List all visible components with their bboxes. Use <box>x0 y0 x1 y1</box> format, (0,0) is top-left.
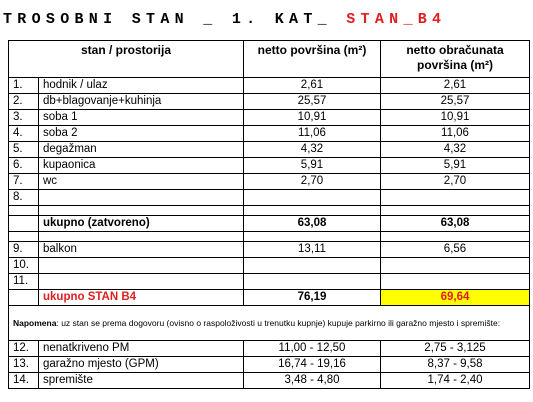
row-num: 14. <box>9 373 39 389</box>
header-room: stan / prostorija <box>9 41 244 78</box>
note-label: Napomena <box>13 317 57 328</box>
row-calc <box>381 258 530 274</box>
header-net-area: netto površina (m²) <box>244 41 381 78</box>
spacer-row <box>9 206 530 216</box>
row-num: 10. <box>9 258 39 274</box>
row-net: 5,91 <box>244 158 381 174</box>
row-calc: 6,56 <box>381 242 530 258</box>
row-net <box>244 274 381 290</box>
row-num: 5. <box>9 142 39 158</box>
spacer-row <box>9 232 530 242</box>
row-calc: 2,70 <box>381 174 530 190</box>
table-row <box>9 357 530 373</box>
row-num: 7. <box>9 174 39 190</box>
total-label: ukupno STAN B4 <box>39 290 244 306</box>
row-name: balkon <box>39 242 244 258</box>
table-row <box>9 78 530 94</box>
row-name <box>39 274 244 290</box>
table-row <box>9 190 530 206</box>
table-row <box>9 373 530 389</box>
row-name <box>39 258 244 274</box>
row-name: soba 2 <box>39 126 244 142</box>
header-row <box>9 41 530 78</box>
row-num: 2. <box>9 94 39 110</box>
row-num: 8. <box>9 190 39 206</box>
note-row <box>9 306 530 341</box>
row-calc: 2,61 <box>381 78 530 94</box>
row-name: soba 1 <box>39 110 244 126</box>
table-row <box>9 126 530 142</box>
total-row <box>9 290 530 306</box>
row-name: db+blagovanje+kuhinja <box>39 94 244 110</box>
row-calc: 10,91 <box>381 110 530 126</box>
subtotal-net: 63,08 <box>244 216 381 232</box>
row-num: 12. <box>9 341 39 357</box>
total-calc-highlight: 69,64 <box>381 290 530 306</box>
title-prefix: TROSOBNI STAN _ 1. KAT_ <box>3 11 347 28</box>
table-row <box>9 174 530 190</box>
note-text: : uz stan se prema dogovoru (ovisno o raspoloživosti u trenutku kupnje) kupuje parkirno ili garažno mjesto i spremište: <box>56 317 501 328</box>
row-calc: 25,57 <box>381 94 530 110</box>
row-net: 16,74 - 19,16 <box>244 357 381 373</box>
row-num: 6. <box>9 158 39 174</box>
row-net: 13,11 <box>244 242 381 258</box>
table-row <box>9 258 530 274</box>
row-name: degažman <box>39 142 244 158</box>
page-title <box>3 11 446 33</box>
subtotal-label: ukupno (zatvoreno) <box>39 216 244 232</box>
row-num: 11. <box>9 274 39 290</box>
subtotal-row <box>9 216 530 232</box>
row-calc: 11,06 <box>381 126 530 142</box>
row-calc: 5,91 <box>381 158 530 174</box>
table-row <box>9 274 530 290</box>
row-name <box>39 190 244 206</box>
row-name: wc <box>39 174 244 190</box>
row-net: 25,57 <box>244 94 381 110</box>
row-num: 9. <box>9 242 39 258</box>
row-net: 3,48 - 4,80 <box>244 373 381 389</box>
row-num: 1. <box>9 78 39 94</box>
row-net: 11,06 <box>244 126 381 142</box>
header-net-calc-area: netto obračunata površina (m²) <box>381 41 530 78</box>
row-net: 4,32 <box>244 142 381 158</box>
table-row <box>9 142 530 158</box>
note-cell <box>9 306 530 341</box>
row-net: 11,00 - 12,50 <box>244 341 381 357</box>
row-name: garažno mjesto (GPM) <box>39 357 244 373</box>
row-num: 13. <box>9 357 39 373</box>
total-net: 76,19 <box>244 290 381 306</box>
row-name: hodnik / ulaz <box>39 78 244 94</box>
row-name: nenatkriveno PM <box>39 341 244 357</box>
row-num: 3. <box>9 110 39 126</box>
table-row <box>9 94 530 110</box>
row-calc: 1,74 - 2,40 <box>381 373 530 389</box>
row-name: kupaonica <box>39 158 244 174</box>
row-calc: 2,75 - 3,125 <box>381 341 530 357</box>
row-net <box>244 258 381 274</box>
table-row <box>9 242 530 258</box>
row-calc <box>381 190 530 206</box>
row-calc: 4,32 <box>381 142 530 158</box>
table-row <box>9 158 530 174</box>
row-name: spremište <box>39 373 244 389</box>
area-table <box>8 40 530 389</box>
row-net: 10,91 <box>244 110 381 126</box>
table-row <box>9 341 530 357</box>
row-num: 4. <box>9 126 39 142</box>
row-calc <box>381 274 530 290</box>
subtotal-calc: 63,08 <box>381 216 530 232</box>
row-net <box>244 190 381 206</box>
row-calc: 8,37 - 9,58 <box>381 357 530 373</box>
row-net: 2,70 <box>244 174 381 190</box>
row-net: 2,61 <box>244 78 381 94</box>
title-suffix: STAN_B4 <box>346 11 447 28</box>
table-row <box>9 110 530 126</box>
